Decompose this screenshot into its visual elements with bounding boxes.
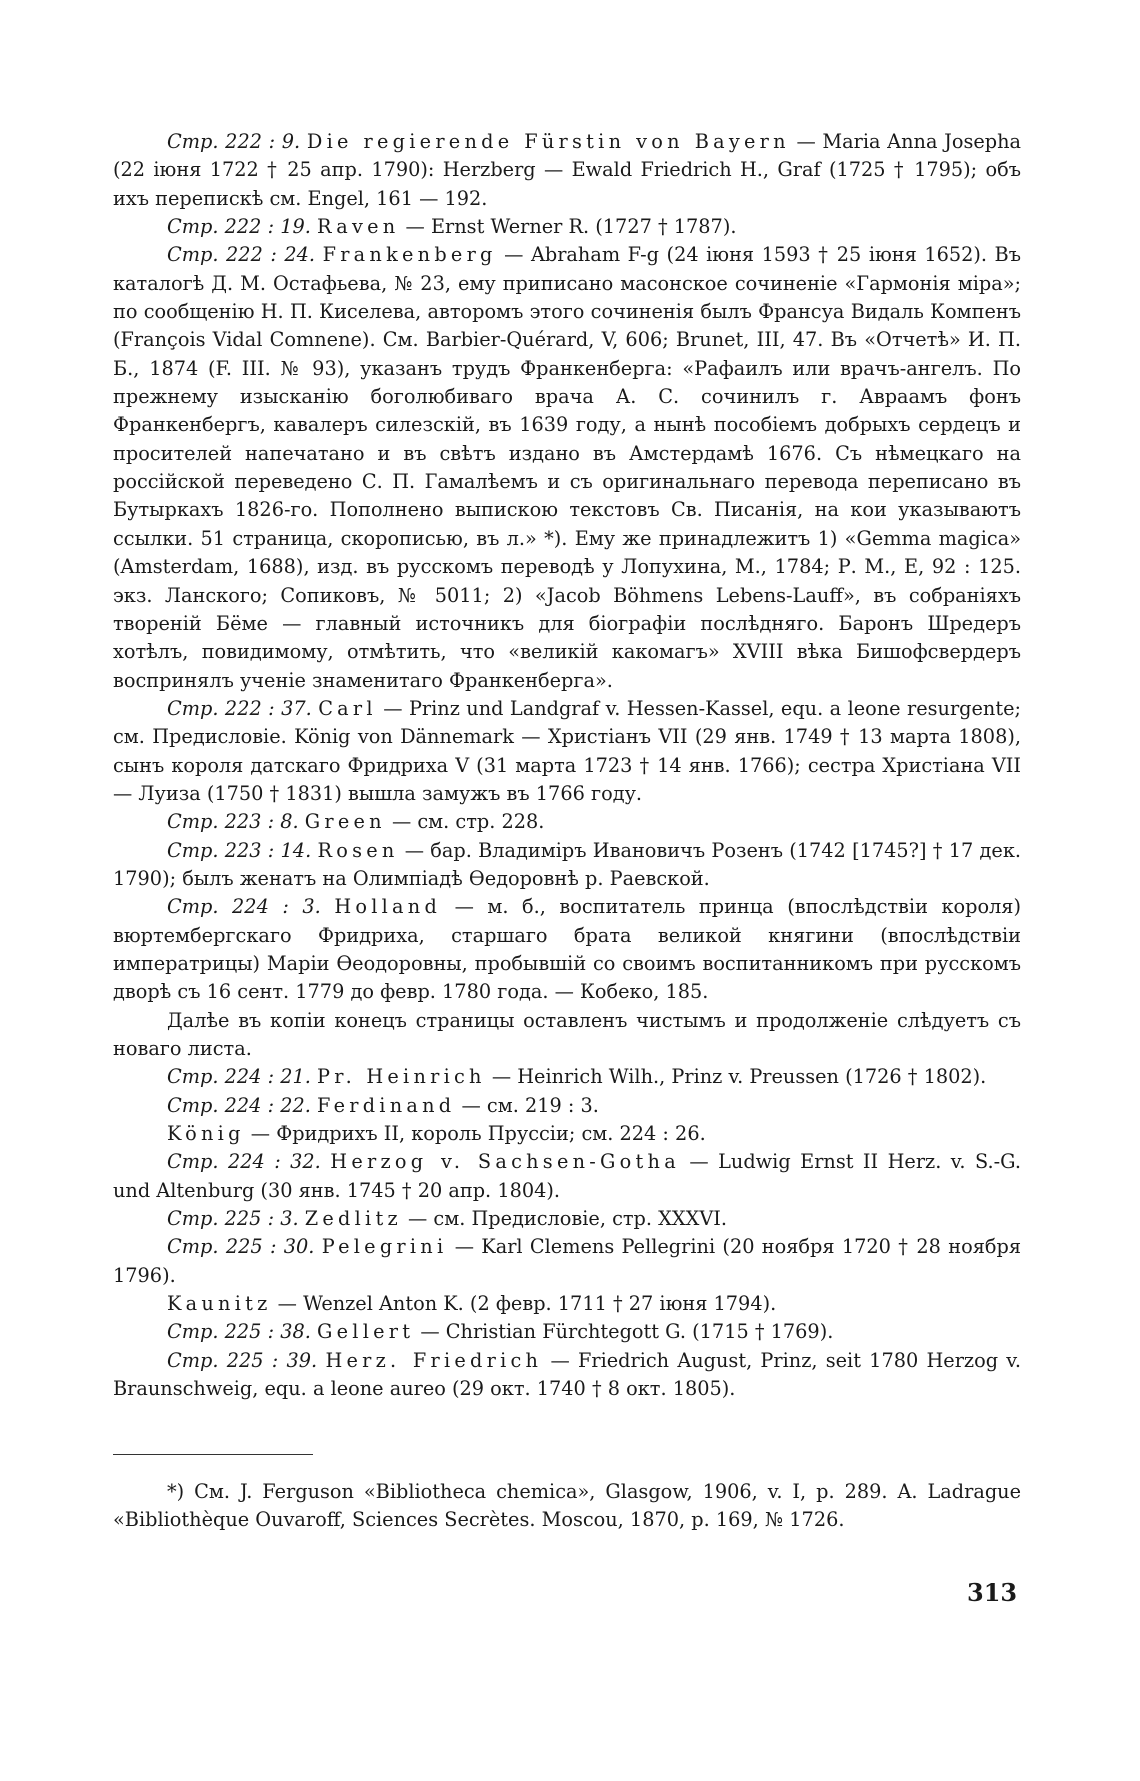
footnote: *) См. J. Ferguson «Bibliotheca chemica», Glasgow, 1906, v. I, p. 289. A. Ladrague «Bibliothèque Ouvaroff, Sciences Secrètes. Moscou, 1870, p. 169, № 1726. <box>113 1480 1021 1532</box>
page-line-reference: Стр. 222 : 37. <box>167 696 312 720</box>
commentary-entry <box>113 1007 1021 1064</box>
commentary-entry <box>113 1063 1021 1091</box>
page-line-reference: Стр. 223 : 8. <box>167 810 299 834</box>
commentary-entry <box>113 837 1021 894</box>
commentary-entry <box>113 1120 1021 1148</box>
entry-headword: Zedlitz <box>304 1207 402 1231</box>
commentary-entry <box>113 808 1021 836</box>
entry-text: — Abraham F-g (24 іюня 1593 † 25 іюня 1652). Въ каталогѣ Д. М. Остафьева, № 23, ему приписано масонское сочиненіе «Гармонія міра»; по сообщенію Н. П. Киселева, авторомъ этого сочиненія былъ Франсуа Видаль Компенъ (François Vidal Comnene). См. Barbier-Quérard, V, 606; Brunet, III, 47. Въ «Отчетѣ» И. П. Б., 1874 (F. III. № 93), указанъ трудъ Франкенберга: «Рафаилъ или врачъ-ангелъ. По прежнему изысканію боголюбиваго врача А. С. сочинилъ г. Авраамъ фонъ Франкенбергъ, кавалеръ силезскій, въ 1639 году, а нынѣ пособіемъ добрыхъ сердецъ и просителей напечатано и въ свѣтъ издано въ Амстердамѣ 1676. Съ нѣмецкаго на россійской переведено С. П. Гамалѣемъ и съ оригинальнаго перевода переписано въ Бутыркахъ 1826-го. Пополнено выпискою текстовъ Св. Писанія, на кои указываютъ ссылки. 51 страница, скорописью, въ л.» *). Ему же принадлежитъ 1) «Gemma magica» (Amsterdam, 1688), изд. въ русскомъ переводѣ у Лопухина, М., 1784; Р. М., Е, 92 : 125. экз. Ланского; Сопиковъ, № 5011; 2) «Jacob Böhmens Lebens-Lauff», въ собраніяхъ твореній Бёме — главный источникъ для біографіи послѣдняго. Баронъ Шредеръ хотѣлъ, повидимому, отмѣтить, что «великій какомагъ» XVIII вѣка Бишофсвердеръ воспринялъ ученіе знаменитаго Франкенберга». <box>113 243 1021 692</box>
commentary-entry <box>113 241 1021 695</box>
entry-headword: Green <box>304 810 386 834</box>
entry-text: — бар. Владиміръ Ивановичъ Розенъ (1742 [1745?] † 17 дек. 1790); былъ женатъ на Олимпіадѣ Ѳедоровнѣ р. Раевской. <box>113 838 1021 890</box>
entry-text: — см. стр. 228. <box>385 810 545 834</box>
commentary-entry <box>113 1290 1021 1318</box>
entry-text: — Friedrich August, Prinz, seit 1780 Herzog v. Braunschweig, equ. a leone aureo (29 окт. 1740 † 8 окт. 1805). <box>113 1348 1022 1401</box>
commentary-entry <box>113 695 1021 808</box>
entry-headword: Ferdinand <box>317 1093 456 1117</box>
entry-headword: König <box>167 1122 245 1146</box>
page-line-reference: Стр. 225 : 39. <box>167 1348 318 1372</box>
entry-text: — Ernst Werner R. (1727 † 1787). <box>399 215 737 239</box>
entry-headword: Frankenberg <box>322 243 497 267</box>
entry-text: — Heinrich Wilh., Prinz v. Preussen (1726 † 1802). <box>485 1065 987 1089</box>
commentary-entry <box>113 213 1021 241</box>
page-line-reference: Стр. 225 : 38. <box>167 1320 311 1344</box>
commentary-entry <box>113 1318 1021 1346</box>
entry-headword: Die regierende Fürstin von Bayern <box>306 130 790 153</box>
page-line-reference: Стр. 223 : 14. <box>167 838 312 862</box>
entry-text: — Wenzel Anton K. (2 февр. 1711 † 27 іюня 1794). <box>271 1292 777 1316</box>
commentary-entry <box>113 1205 1021 1233</box>
entry-headword: Gellert <box>317 1320 415 1344</box>
page-line-reference: Стр. 222 : 9. <box>167 130 301 153</box>
entry-text: — Karl Clemens Pellegrini (20 ноября 1720 † 28 ноября 1796). <box>113 1235 1021 1287</box>
entry-headword: Kaunitz <box>167 1292 272 1316</box>
entry-text: — см. Предисловіе, стр. XXXVI. <box>401 1207 728 1231</box>
entry-headword: Herzog v. Sachsen-Gotha <box>330 1150 680 1174</box>
page-line-reference: Стр. 225 : 30. <box>167 1235 315 1259</box>
entry-text: — Maria Anna Josepha (22 іюня 1722 † 25 апр. 1790): Herzberg — Ewald Friedrich H., Graf (1725 † 1795); объ ихъ перепискѣ см. Engel, 161 — 192. <box>113 130 1022 210</box>
entry-headword: Carl <box>318 696 377 720</box>
commentary-body <box>113 128 1021 1403</box>
entry-text: — Фридрихъ II, король Пруссіи; см. 224 : 26. <box>244 1122 706 1146</box>
entry-text: — Ludwig Ernst II Herz. v. S.-G. und Altenburg (30 янв. 1745 † 20 апр. 1804). <box>113 1150 1021 1202</box>
page-line-reference: Стр. 224 : 32. <box>167 1150 321 1174</box>
page-line-reference: Стр. 225 : 3. <box>167 1207 299 1231</box>
page-number: 313 <box>967 1578 1018 1607</box>
footnote-rule <box>113 1454 313 1455</box>
entry-text: Далѣе въ копіи конецъ страницы оставленъ чистымъ и продолженіе слѣдуетъ съ новаго листа. <box>113 1008 1021 1060</box>
commentary-entry <box>113 1148 1021 1205</box>
page-line-reference: Стр. 224 : 21. <box>167 1065 311 1089</box>
entry-text: — м. б., воспитатель принца (впослѣдствіи короля) вюртембергскаго Фридриха, старшаго брата великой княгини (впослѣдствіи императрицы) Маріи Ѳеодоровны, пробывшій со своимъ воспитанникомъ при русскомъ дворѣ съ 16 сент. 1779 до февр. 1780 года. — Кобеко, 185. <box>113 895 1021 1004</box>
entry-headword: Holland <box>334 895 442 919</box>
commentary-entry <box>113 1347 1021 1404</box>
page-line-reference: Стр. 222 : 24. <box>167 243 316 267</box>
page-line-reference: Стр. 222 : 19. <box>167 215 311 239</box>
entry-text: — Prinz und Landgraf v. Hessen-Kassel, equ. a leone resurgente; см. Предисловіе. König von Dännemark — Христіанъ VII (29 янв. 1749 † 13 марта 1808), сынъ короля датскаго Фридриха V (31 марта 1723 † 14 янв. 1766); сестра Христіана VII — Луиза (1750 † 1831) вышла замужъ въ 1766 году. <box>113 696 1021 805</box>
entry-headword: Pr. Heinrich <box>317 1065 486 1089</box>
entry-headword: Raven <box>317 215 400 239</box>
entry-text: — Christian Fürchtegott G. (1715 † 1769). <box>414 1320 834 1344</box>
page-line-reference: Стр. 224 : 22. <box>167 1093 311 1117</box>
entry-headword: Pelegrini <box>321 1235 448 1259</box>
page-line-reference: Стр. 224 : 3. <box>167 895 321 919</box>
entry-headword: Rosen <box>317 838 399 862</box>
commentary-entry <box>113 1233 1021 1290</box>
commentary-entry <box>113 893 1021 1006</box>
entry-text: — см. 219 : 3. <box>455 1093 599 1117</box>
commentary-entry <box>113 1092 1021 1120</box>
commentary-entry <box>113 128 1021 213</box>
entry-headword: Herz. Friedrich <box>325 1348 543 1372</box>
